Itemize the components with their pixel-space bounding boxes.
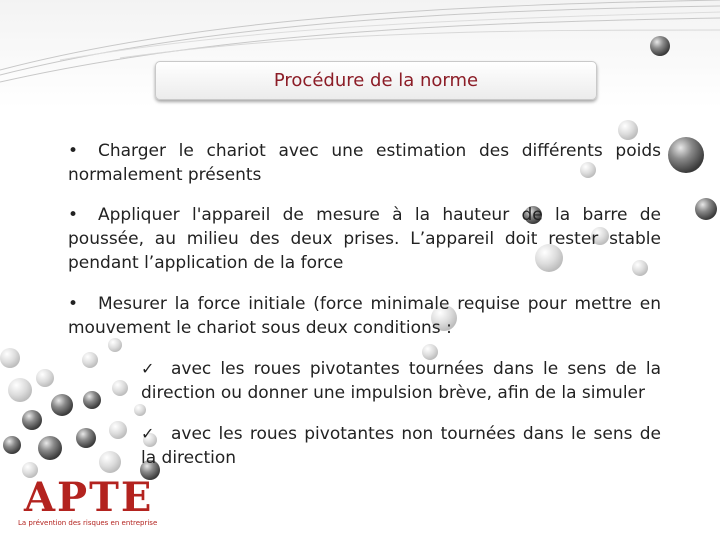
condition-text: avec les roues pivotantes tournées dans le sens de la direction ou donner une impulsion brève, afin de la simuler xyxy=(141,359,661,403)
bullet-marker: • xyxy=(68,294,79,314)
condition-wheels-turned xyxy=(141,357,661,405)
slide-title: Procédure de la norme xyxy=(273,70,479,91)
paragraph-load-cart xyxy=(68,139,661,187)
bullet-marker: • xyxy=(68,141,79,161)
bullet-marker: • xyxy=(68,205,79,225)
checkmark-icon: ✓ xyxy=(141,359,155,378)
paragraph-text: Charger le chariot avec une estimation des différents poids normalement présents xyxy=(68,141,661,185)
paragraph-apply-device xyxy=(68,203,661,275)
paragraph-measure-force xyxy=(68,292,661,340)
condition-text: avec les roues pivotantes non tournées dans le sens de la direction xyxy=(141,424,661,468)
paragraph-text: Mesurer la force initiale (force minimale requise pour mettre en mouvement le chariot sous deux conditions : xyxy=(68,294,661,338)
checkmark-icon: ✓ xyxy=(141,424,155,443)
paragraph-text: Appliquer l'appareil de mesure à la hauteur de la barre de poussée, au milieu des deux prises. L’appareil doit rester stable pendant l’application de la force xyxy=(68,205,661,273)
logo-tagline: La prévention des risques en entreprise xyxy=(18,519,158,527)
logo-wordmark: APTE xyxy=(24,474,154,521)
title-box xyxy=(155,61,597,100)
condition-wheels-not-turned xyxy=(141,422,661,470)
apte-logo xyxy=(18,474,158,532)
